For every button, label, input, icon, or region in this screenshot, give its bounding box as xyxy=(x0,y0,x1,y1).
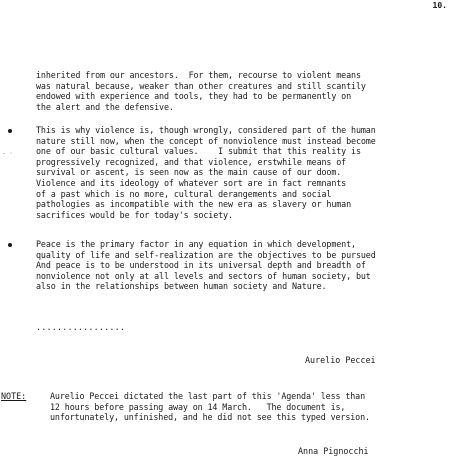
note-text: Aurelio Peccei dictated the last part of this 'Agenda' less than 12 hours before passing away on 14 March. The document is, unfortunately, unfinished, and he did not see this typed version. xyxy=(50,391,370,423)
bullet-icon xyxy=(8,243,12,247)
signature-peccei: Aurelio Peccei xyxy=(305,355,376,365)
page-number: 10. xyxy=(432,1,447,10)
paragraph-violence: This is why violence is, though wrongly, considered part of the human nature still now, when the concept of nonviolence must instead become one of our basic cultural values. I submit that this reality is progressively recognized, and that violence, erstwhile means of survival or ascent, is seen now as the main cause of our doom. Violence and its ideology of whatever sort are in fact remnants of a past which is no more, cultural derangements and social pathologies as incompatible with the new era as slavery or human sacrifices would be for today's society. xyxy=(36,125,376,220)
separator-dots: ................. xyxy=(36,322,126,332)
paragraph-intro: inherited from our ancestors. For them, recourse to violent means was natural because, weaker than other creatures and still scantily endowed with experience and tools, they had to be permanently on the alert and the defensive. xyxy=(36,70,366,112)
note-label: NOTE: xyxy=(1,391,27,401)
signature-pignocchi: Anna Pignocchi xyxy=(298,446,369,456)
bullet-icon xyxy=(8,129,12,133)
paragraph-peace: Peace is the primary factor in any equation in which development, quality of life and self-realization are the objectives to be pursued And peace is to be understood in its universal depth and breadth of nonviolence not only at all levels and sectors of human society, but also in the relationships between human society and Nature. xyxy=(36,239,376,292)
margin-mark: - · xyxy=(2,150,13,157)
